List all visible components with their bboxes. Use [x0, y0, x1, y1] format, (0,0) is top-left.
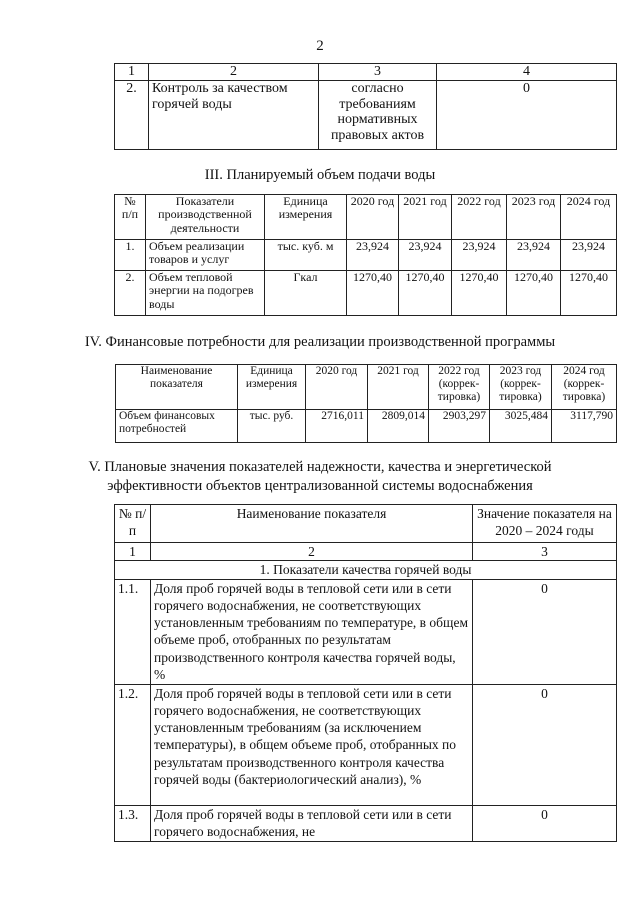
header-indicator: Показатели производственной деятельности	[146, 195, 265, 240]
row-number: 1.1.	[115, 579, 151, 684]
value-cell: 1270,40	[399, 271, 452, 316]
value-cell: 23,924	[399, 240, 452, 271]
water-supply-table	[114, 194, 617, 316]
section-5-title-line-1: V. Плановые значения показателей надежности, качества и энергетической	[88, 459, 552, 475]
value-cell: 2903,297	[429, 410, 490, 443]
column-number: 1	[115, 543, 151, 561]
section-4-title: IV. Финансовые потребности для реализации производственной программы	[84, 334, 556, 350]
header-name: Наименование показателя	[116, 365, 238, 410]
indicator-value: 0	[473, 805, 617, 841]
column-number: 2	[151, 543, 473, 561]
value-cell: 1270,40	[507, 271, 561, 316]
unit-cell: Гкал	[265, 271, 347, 316]
indicator-name: Объем реализации товаров и услуг	[146, 240, 265, 271]
indicator-name: Контроль за качеством горячей воды	[149, 81, 319, 150]
header-unit: Единица измерения	[238, 365, 306, 410]
table-row	[116, 410, 617, 443]
group-title-row	[115, 561, 617, 579]
indicator-text: Доля проб горячей воды в тепловой сети или в сети горячего водоснабжения, не соответствующих установленным требованиям (за исключением температуры), в общем объеме проб, отобранных по результатам производственного контроля качества горячей воды (бактериологический анализ), %	[151, 684, 473, 805]
value-cell: 1270,40	[347, 271, 399, 316]
value-cell: 23,924	[561, 240, 617, 271]
indicator-name: Объем тепловой энергии на подогрев воды	[146, 271, 265, 316]
value-cell: 23,924	[452, 240, 507, 271]
unit-cell: тыс. куб. м	[265, 240, 347, 271]
header-year-2024: 2024 год (коррек-тировка)	[552, 365, 617, 410]
indicator-value: 0	[473, 684, 617, 805]
header-number: № п/п	[115, 195, 146, 240]
indicator-basis: согласно требованиям нормативных правовых актов	[319, 81, 437, 150]
header-year-2020: 2020 год	[347, 195, 399, 240]
header-year-2021: 2021 год	[368, 365, 429, 410]
reliability-indicators-table	[114, 504, 617, 842]
group-title: 1. Показатели качества горячей воды	[115, 561, 617, 579]
table-header-row	[115, 195, 617, 240]
row-number: 1.	[115, 240, 146, 271]
column-number: 2	[149, 64, 319, 81]
row-number: 2.	[115, 81, 149, 150]
table-row	[115, 579, 617, 684]
header-indicator-name: Наименование показателя	[151, 505, 473, 543]
value-cell: 3025,484	[490, 410, 552, 443]
indicator-text: Доля проб горячей воды в тепловой сети или в сети горячего водоснабжения, не	[151, 805, 473, 841]
value-cell: 23,924	[347, 240, 399, 271]
table-row	[115, 805, 617, 841]
value-cell: 23,924	[507, 240, 561, 271]
table-header-row	[116, 365, 617, 410]
header-year-2023: 2023 год	[507, 195, 561, 240]
column-number: 1	[115, 64, 149, 81]
financial-needs-table	[115, 364, 617, 443]
row-number: 1.2.	[115, 684, 151, 805]
indicator-text: Доля проб горячей воды в тепловой сети или в сети горячего водоснабжения, не соответствующих установленным требованиям по температуре, в общем объеме проб, отобранных по результатам производственного контроля качества горячей воды, %	[151, 579, 473, 684]
header-year-2022: 2022 год (коррек-тировка)	[429, 365, 490, 410]
header-year-2023: 2023 год (коррек-тировка)	[490, 365, 552, 410]
header-year-2024: 2024 год	[561, 195, 617, 240]
column-numbers-row	[115, 543, 617, 561]
section-3-title: III. Планируемый объем подачи воды	[204, 167, 436, 183]
header-year-2020: 2020 год	[306, 365, 368, 410]
table-header-row	[115, 505, 617, 543]
table-header-row	[115, 64, 617, 81]
indicator-name: Объем финансовых потребностей	[116, 410, 238, 443]
column-number: 4	[437, 64, 617, 81]
value-cell: 2716,011	[306, 410, 368, 443]
row-number: 1.3.	[115, 805, 151, 841]
header-year-2022: 2022 год	[452, 195, 507, 240]
unit-cell: тыс. руб.	[238, 410, 306, 443]
row-number: 2.	[115, 271, 146, 316]
header-unit: Единица измерения	[265, 195, 347, 240]
table-row	[115, 81, 617, 150]
table-row	[115, 684, 617, 805]
header-number: № п/п	[115, 505, 151, 543]
value-cell: 1270,40	[561, 271, 617, 316]
header-year-2021: 2021 год	[399, 195, 452, 240]
page-number: 2	[316, 38, 324, 54]
column-number: 3	[319, 64, 437, 81]
value-cell: 3117,790	[552, 410, 617, 443]
table-row	[115, 271, 617, 316]
header-indicator-value: Значение показателя на 2020 – 2024 годы	[473, 505, 617, 543]
value-cell: 1270,40	[452, 271, 507, 316]
value-cell: 2809,014	[368, 410, 429, 443]
column-number: 3	[473, 543, 617, 561]
table-row	[115, 240, 617, 271]
indicator-value: 0	[437, 81, 617, 150]
indicator-value: 0	[473, 579, 617, 684]
section-5-title-line-2: эффективности объектов централизованной системы водоснабжения	[107, 478, 533, 494]
quality-control-table	[114, 63, 617, 150]
